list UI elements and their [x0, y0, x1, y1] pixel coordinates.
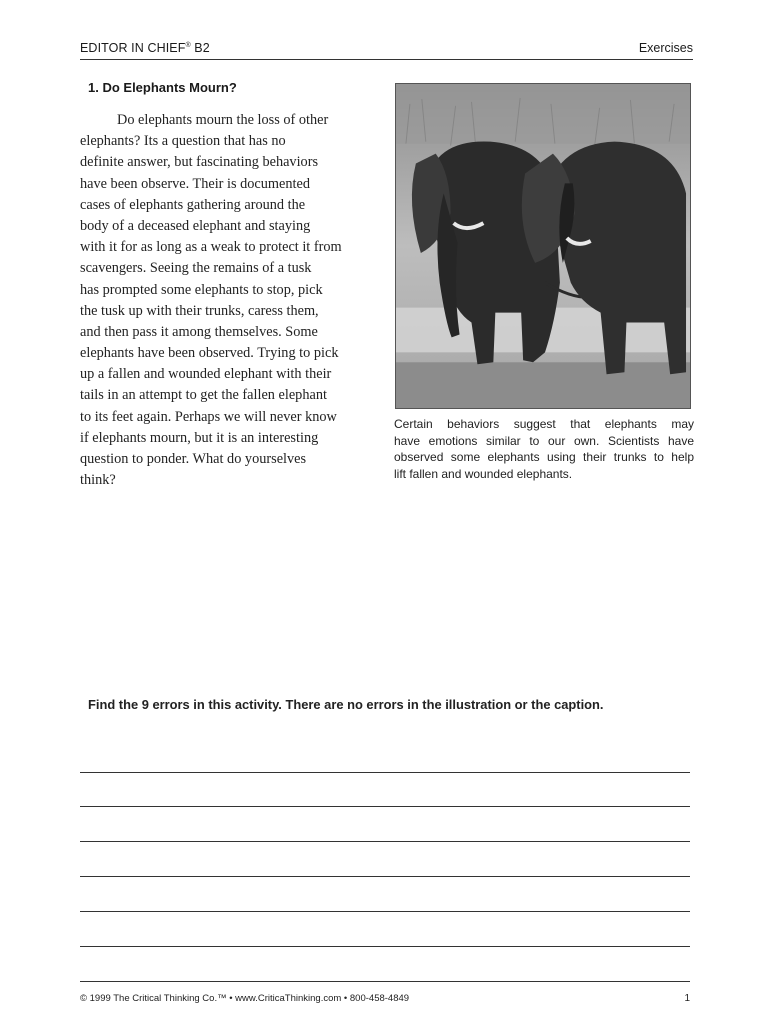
page-header	[80, 38, 693, 60]
copyright-footer: © 1999 The Critical Thinking Co.™ • www.CriticaThinking.com • 800-458-4849	[80, 993, 410, 1004]
passage-line: body of a deceased elephant and staying	[80, 217, 311, 234]
passage-line: question to ponder. What do yourselves	[80, 451, 307, 467]
passage-line: the tusk up with their trunks, caress them,	[80, 302, 319, 319]
passage-line: has prompted some elephants to stop, pick	[80, 281, 323, 298]
passage-line: definite answer, but fascinating behaviors	[80, 154, 319, 171]
book-title: EDITOR IN CHIEF® B2	[80, 41, 210, 55]
passage-line: elephants have been observed. Trying to pick	[80, 345, 339, 362]
answer-line[interactable]	[80, 876, 690, 877]
passage-line: have been observe. Their is documented	[80, 175, 310, 192]
passage-line: elephants? Its a question that has no	[80, 133, 286, 150]
caption-line: have emotions similar to our own. Scientists have	[394, 433, 694, 448]
passage-line: if elephants mourn, but it is an interesting	[80, 429, 319, 446]
passage-line: Do elephants mourn the loss of other	[117, 112, 329, 128]
caption-line: lift fallen and wounded elephants.	[394, 466, 573, 481]
photo-caption	[394, 416, 694, 482]
passage-line: tails in an attempt to get the fallen elephant	[80, 387, 327, 404]
exercise-title: 1. Do Elephants Mourn?	[88, 80, 237, 95]
answer-line[interactable]	[80, 841, 690, 842]
elephants-photo	[395, 83, 691, 409]
passage-line: cases of elephants gathering around the	[80, 196, 306, 213]
section-label: Exercises	[638, 41, 693, 55]
page-number: 1	[684, 993, 690, 1004]
answer-line[interactable]	[80, 911, 690, 912]
answer-line[interactable]	[80, 981, 690, 982]
answer-line[interactable]	[80, 946, 690, 947]
passage-line: and then pass it among themselves. Some	[80, 323, 318, 340]
passage-line: to its feet again. Perhaps we will never know	[80, 408, 337, 425]
passage-line: up a fallen and wounded elephant with their	[80, 366, 332, 383]
answer-line[interactable]	[80, 772, 690, 773]
tall-grass	[396, 84, 690, 144]
caption-line: Certain behaviors suggest that elephants may	[394, 417, 694, 431]
answer-line[interactable]	[80, 806, 690, 807]
caption-line: observed some elephants using their trunks to help	[394, 450, 694, 464]
elephants-illustration	[396, 84, 690, 408]
exercise-passage	[80, 110, 380, 491]
passage-line: scavengers. Seeing the remains of a tusk	[80, 260, 312, 277]
passage-line: think?	[80, 472, 116, 489]
foreground-ground	[396, 362, 690, 408]
registered-mark: ®	[185, 41, 191, 49]
instruction-text: Find the 9 errors in this activity. There are no errors in the illustration or the caption.	[88, 697, 604, 712]
passage-line: with it for as long as a weak to protect it from	[80, 239, 342, 256]
